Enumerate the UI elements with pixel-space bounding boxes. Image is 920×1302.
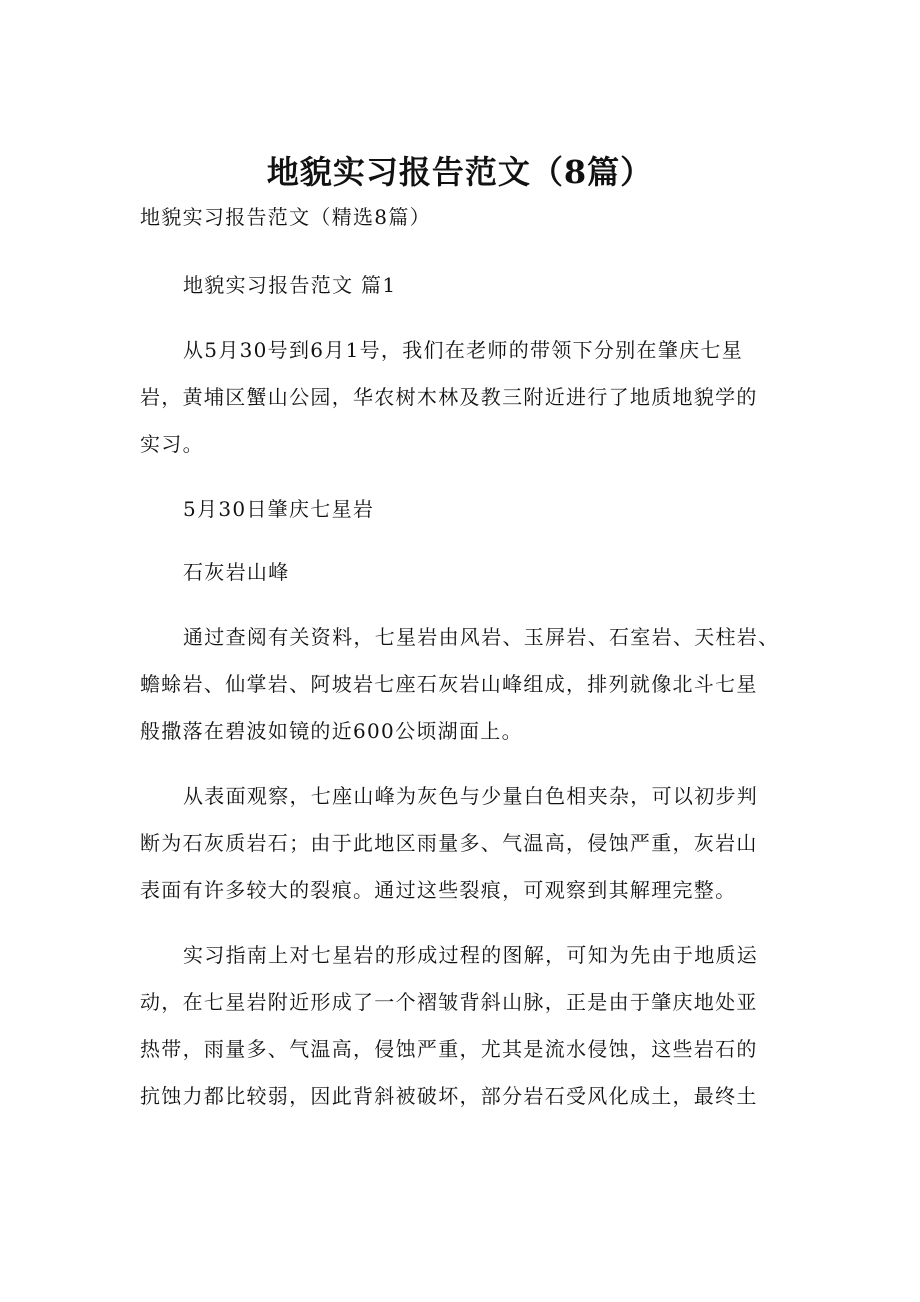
paragraph-line: 表面有许多较大的裂痕。通过这些裂痕，可观察到其解理完整。 [140,878,737,902]
paragraph-line: 般撒落在碧波如镜的近600公顷湖面上。 [140,719,523,743]
paragraph-line: 从5月30号到6月1号，我们在老师的带领下分别在肇庆七星 [183,338,744,362]
paragraph-line: 5月30日肇庆七星岩 [183,497,375,521]
section-heading: 地貌实习报告范文 篇1 [183,273,397,297]
paragraph-line: 蟾蜍岩、仙掌岩、阿坡岩七座石灰岩山峰组成，排列就像北斗七星 [140,672,758,696]
document-subtitle: 地貌实习报告范文（精选8篇） [140,205,431,229]
paragraph-line: 石灰岩山峰 [183,560,290,584]
paragraph-line: 通过查阅有关资料，七星岩由风岩、玉屏岩、石室岩、天柱岩、 [183,625,780,649]
document-title: 地貌实习报告范文（8篇） [266,153,654,191]
paragraph-line: 实习指南上对七星岩的形成过程的图解，可知为先由于地质运 [183,943,759,967]
paragraph-line: 从表面观察，七座山峰为灰色与少量白色相夹杂，可以初步判 [183,784,759,808]
paragraph-line: 断为石灰质岩石；由于此地区雨量多、气温高，侵蚀严重，灰岩山 [140,831,758,855]
paragraph-line: 岩，黄埔区蟹山公园，华农树木林及教三附近进行了地质地貌学的 [140,385,758,409]
paragraph-line: 实习。 [140,432,204,456]
paragraph-line: 抗蚀力都比较弱，因此背斜被破坏，部分岩石受风化成土，最终土 [140,1084,758,1108]
paragraph-line: 动，在七星岩附近形成了一个褶皱背斜山脉，正是由于肇庆地处亚 [140,990,758,1014]
paragraph-line: 热带，雨量多、气温高，侵蚀严重，尤其是流水侵蚀，这些岩石的 [140,1037,758,1061]
